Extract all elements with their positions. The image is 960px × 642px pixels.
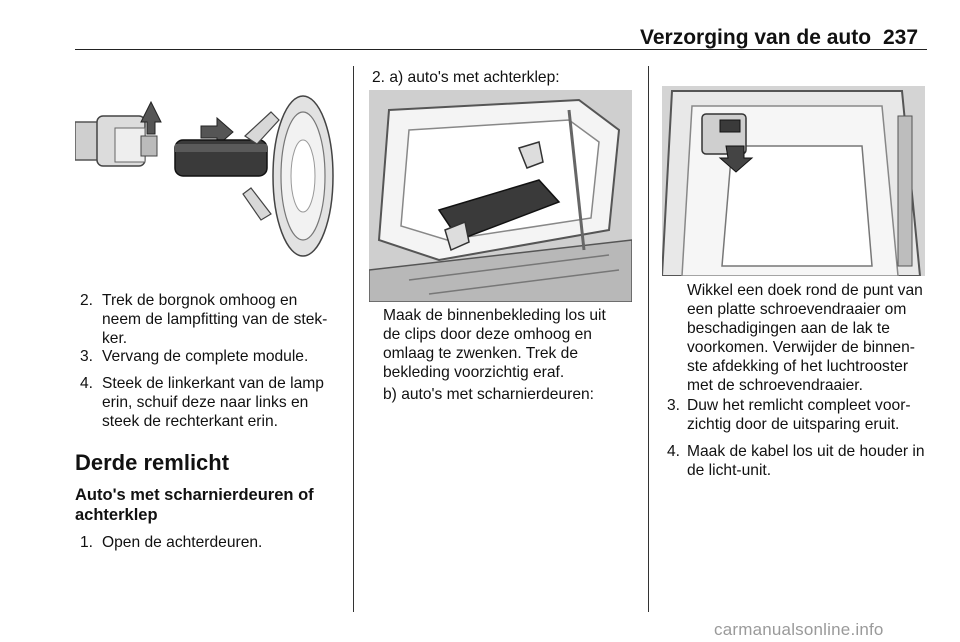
rear-door-illustration: [662, 86, 925, 276]
lamp-module-illustration: [75, 92, 335, 262]
wikkel-doek-paragraph: Wikkel een doek rond de punt van een platte schroevendraaier om beschadigingen aan de lak te voorkomen. Verwijder de binnen- ste afdekking of het luchtrooster met de schroevendraaier.: [687, 282, 923, 394]
tailgate-trim-illustration: [369, 90, 632, 302]
subsection-heading: Auto's met scharnierdeuren of achterklep: [75, 486, 314, 524]
column-divider-left: [353, 66, 354, 612]
trim-removal-paragraph: Maak de binnenbekleding los uit de clips door deze omhoog en omlaag te zwenken. Trek de bekleding voorzichtig eraf.: [383, 307, 606, 381]
page-number: 237: [883, 26, 919, 49]
step-2-trek-borgnok: 2. Trek de borgnok omhoog en neem de lampfitting van de stek- ker.: [80, 292, 328, 347]
page-title: Verzorging van de auto: [640, 26, 872, 49]
section-heading: Derde remlicht: [75, 450, 230, 475]
column-divider-right: [648, 66, 649, 612]
step-1-open-deuren: 1. Open de achterdeuren.: [80, 534, 263, 551]
step-3-duw-remlicht: 3. Duw het remlicht compleet voor- zichtig door de uitsparing eruit.: [667, 397, 911, 433]
step-2b-scharnierdeuren: b) auto's met scharnierdeuren:: [383, 386, 595, 403]
watermark: carmanualsonline.info: [714, 620, 884, 639]
step-4-steek-lamp: 4. Steek de linkerkant van de lamp erin, schuif deze naar links en steek de rechterkant erin.: [80, 375, 324, 430]
step-2a-intro: 2. a) auto's met achterklep:: [372, 69, 560, 86]
header-rule: [75, 49, 927, 50]
step-4-kabel-los: 4. Maak de kabel los uit de houder in de licht-unit.: [667, 443, 925, 479]
step-3-vervang-module: 3. Vervang de complete module.: [80, 348, 309, 365]
